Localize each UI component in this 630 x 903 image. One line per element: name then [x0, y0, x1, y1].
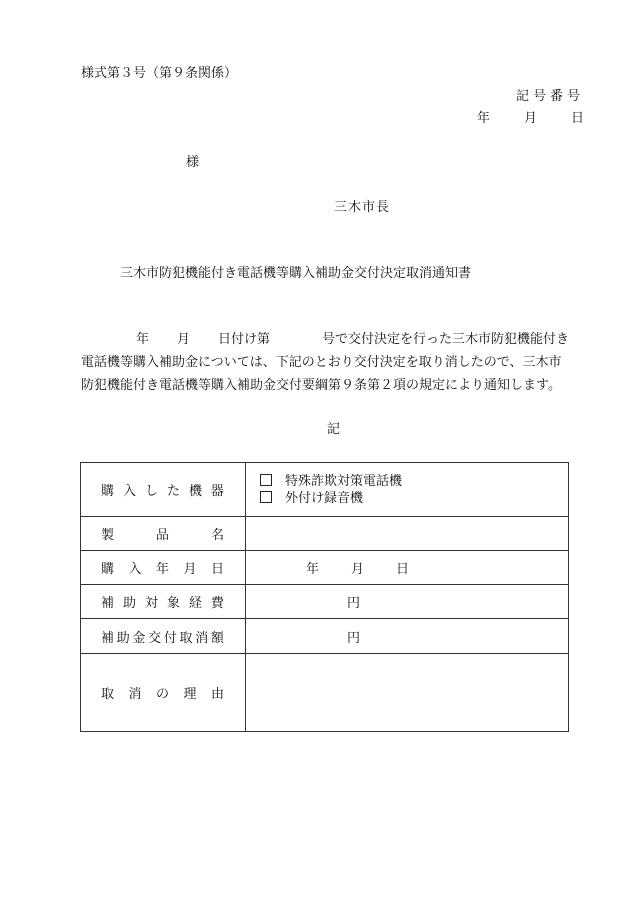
row-label-text: 補 助 対 象 経 費 — [101, 596, 224, 611]
cancel-reason-value[interactable] — [246, 654, 569, 732]
row-label-text: 購 入 年 月 日 — [101, 562, 224, 577]
body-month: 月 — [177, 332, 191, 347]
body-line-3: 防犯機能付き電話機等購入補助金交付要綱第９条第２項の規定により通知します。 — [81, 378, 561, 393]
table-row — [81, 585, 569, 619]
checkbox-icon[interactable] — [260, 491, 272, 503]
form-number: 様式第３号（第９条関係） — [81, 66, 238, 81]
date-year: 年 — [476, 111, 490, 126]
row-label-purchase-date — [81, 551, 246, 585]
reference-number: 記号番号 — [515, 89, 584, 104]
cancel-amount-value[interactable]: 円 — [246, 619, 569, 654]
eligible-cost-value[interactable]: 円 — [246, 585, 569, 619]
purchase-date-value[interactable]: 年 月 日 — [246, 551, 569, 585]
body-date-of: 日付け第 — [218, 332, 271, 347]
row-label-text: 補 助 金 交 付 取 消 額 — [101, 630, 224, 646]
row-label-text: 製 品 名 — [101, 528, 224, 543]
date-day: 日 — [570, 111, 584, 126]
body-line-2: 電話機等購入補助金については、下記のとおり交付決定を取り消したので、三木市 — [81, 355, 562, 370]
table-row — [81, 517, 569, 551]
body-line-1 — [81, 332, 586, 348]
table-row — [81, 463, 569, 517]
ki-heading: 記 — [327, 422, 341, 437]
row-label-device — [81, 463, 246, 517]
issue-date — [477, 111, 584, 127]
body-year: 年 — [136, 332, 150, 347]
addressee: 様 — [186, 155, 200, 170]
row-label-cancel-reason — [81, 654, 246, 732]
table-row — [81, 619, 569, 654]
sender: 三木市長 — [334, 200, 391, 215]
body-line-1-rest: 号で交付決定を行った三木市防犯機能付き — [322, 332, 570, 347]
row-label-product-name — [81, 517, 246, 551]
row-label-text: 購 入 し た 機 器 — [101, 484, 224, 499]
product-name-value[interactable] — [246, 517, 569, 551]
row-label-cancel-amount — [81, 619, 246, 654]
row-label-text: 取 消 の 理 由 — [101, 687, 224, 702]
table-row — [81, 551, 569, 585]
document-title: 三木市防犯機能付き電話機等購入補助金交付決定取消通知書 — [120, 266, 472, 281]
option-anti-fraud-phone[interactable]: 特殊詐欺対策電話機 — [246, 473, 568, 490]
option-external-recorder[interactable]: 外付け録音機 — [246, 490, 568, 507]
row-label-eligible-cost — [81, 585, 246, 619]
date-month: 月 — [523, 111, 537, 126]
detail-table — [80, 462, 569, 732]
checkbox-icon[interactable] — [260, 474, 272, 486]
device-options — [246, 463, 569, 517]
table-row — [81, 654, 569, 732]
